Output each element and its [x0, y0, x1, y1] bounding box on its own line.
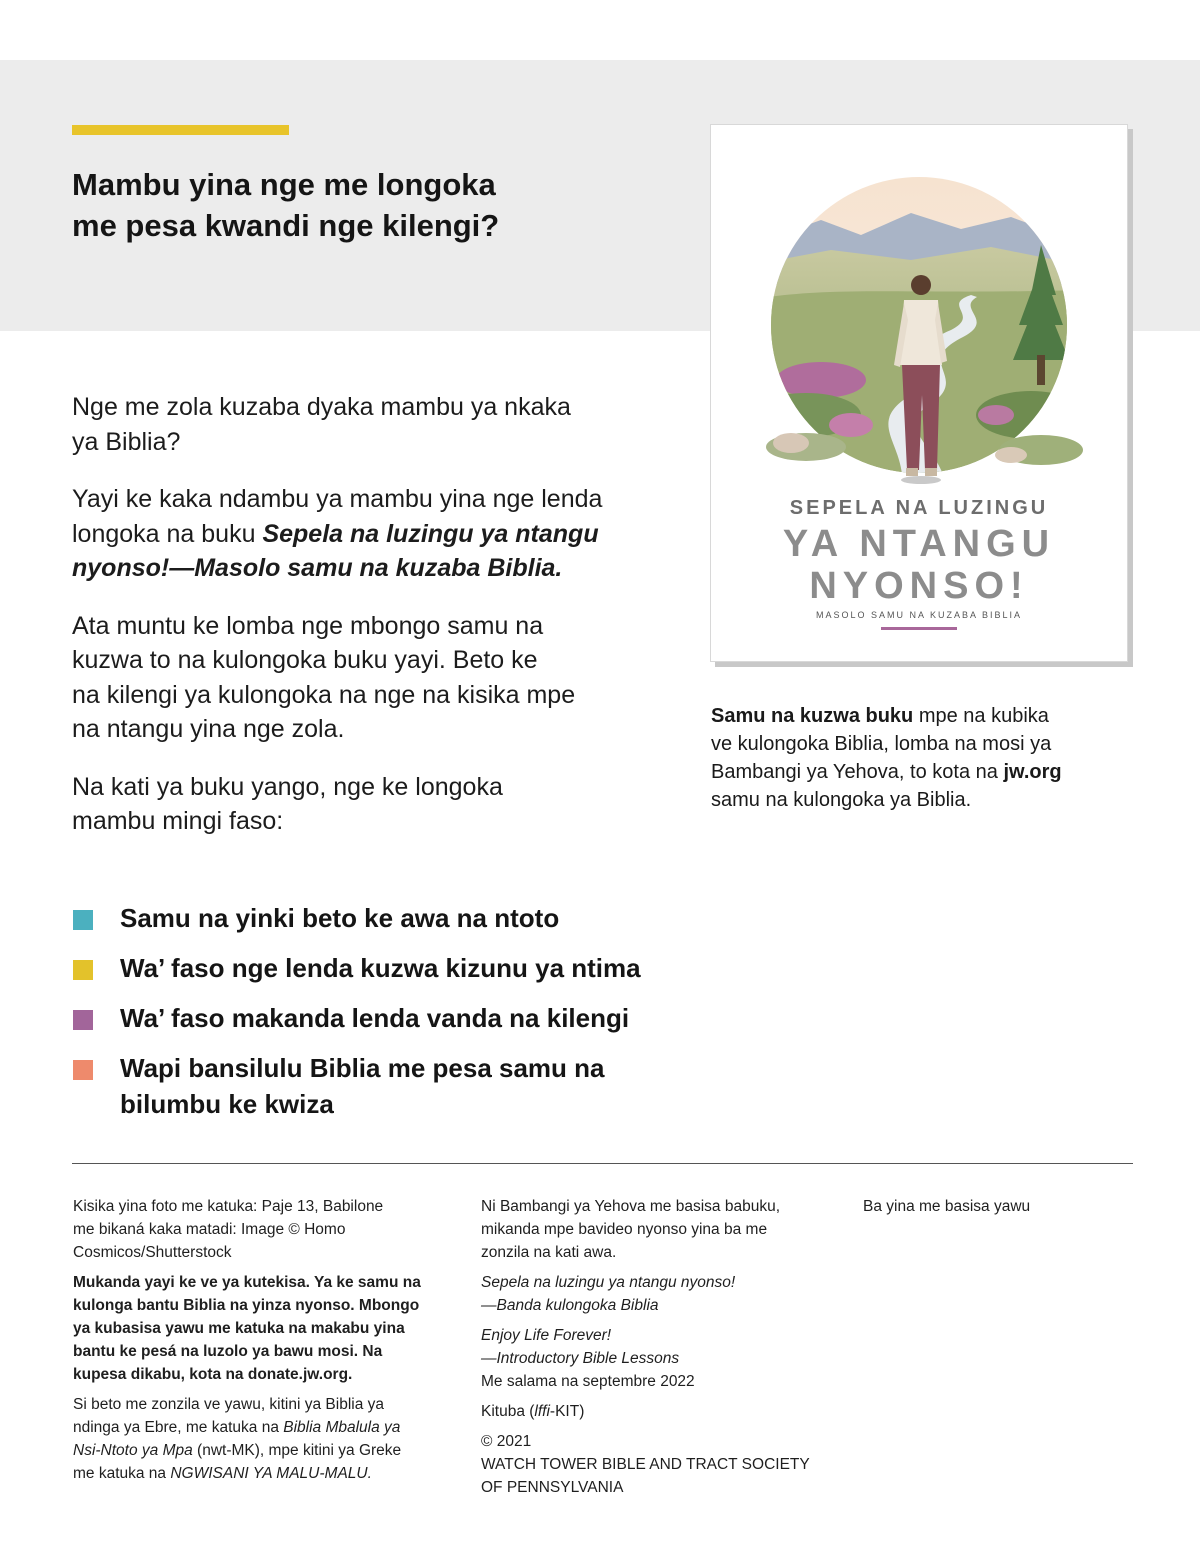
square-bullet-icon: [73, 1060, 93, 1080]
intro-paragraph-1: [72, 390, 672, 459]
intro-paragraph-2: [72, 482, 672, 586]
language-code: [481, 1400, 841, 1423]
copyright-line: © 2021: [481, 1433, 532, 1450]
footer-column-3: [863, 1195, 1143, 1225]
square-bullet-icon: [73, 910, 93, 930]
cover-subtitle: MASOLO SAMU NA KUZABA BIBLIA: [815, 610, 1023, 620]
bible-source-note: [73, 1393, 453, 1485]
publishers-label: Ba yina me basisa yawu: [863, 1198, 1031, 1215]
divider: [72, 1163, 1133, 1164]
cover-title-line-1: SEPELA NA LUZINGU: [789, 497, 1049, 519]
list-item: [72, 950, 692, 986]
book-cover: [710, 124, 1128, 662]
copyright-line: OF PENNSYLVANIA: [481, 1479, 624, 1496]
footer-column-2: [481, 1195, 841, 1506]
intro-text: [72, 390, 672, 862]
website-link[interactable]: jw.org: [1003, 761, 1062, 783]
accent-bar: [72, 125, 289, 135]
book-title: Sepela na luzingu ya ntangu: [262, 519, 599, 548]
publisher-line: mikanda mpe bavideo nyonso yina ba me: [481, 1221, 768, 1238]
publisher-line: zonzila na kati awa.: [481, 1244, 617, 1261]
intro-p3-line: na kilengi ya kulongoka na nge na kisika mpe: [72, 680, 576, 709]
side-note-line: [711, 702, 1131, 730]
lang-code: lffi: [534, 1403, 550, 1420]
source-line: [73, 1416, 453, 1439]
copyright: [481, 1430, 841, 1499]
side-note-text: mpe na kubika: [913, 705, 1049, 727]
title-english: [481, 1324, 841, 1393]
cover-title-line-2: YA NTANGU: [782, 523, 1056, 565]
notice-line: kulonga bantu Biblia na yinza nyonso. Mbongo: [73, 1297, 420, 1314]
side-note: [711, 702, 1131, 814]
title-line: Enjoy Life Forever!: [481, 1327, 612, 1344]
list-item-text: Samu na yinki beto ke awa na ntoto: [120, 903, 560, 933]
intro-p2-line: [72, 551, 672, 586]
notice-line: bantu ke pesá na luzolo ya bawu mosi. Na: [73, 1343, 383, 1360]
publisher-line: Ni Bambangi ya Yehova me basisa babuku,: [481, 1198, 781, 1215]
page-title-line-1: Mambu yina nge me longoka: [72, 167, 496, 202]
lang-text: -KIT): [549, 1403, 585, 1420]
side-note-text: Bambangi ya Yehova, to kota na: [711, 761, 1004, 783]
publisher-note: [481, 1195, 841, 1264]
photo-credit: [73, 1195, 453, 1264]
source-title: NGWISANI YA MALU-MALU.: [170, 1465, 372, 1482]
side-note-line: ve kulongoka Biblia, lomba na mosi ya: [711, 733, 1052, 755]
side-note-line: [711, 758, 1131, 786]
list-item-text: Wa’ faso nge lenda kuzwa kizunu ya ntima: [120, 953, 641, 983]
credit-line: me bikaná kaka matadi: Image © Homo: [73, 1221, 346, 1238]
list-item-text: Wa’ faso makanda lenda vanda na kilengi: [120, 1003, 630, 1033]
intro-p2-line: Yayi ke kaka ndambu ya mambu yina nge lenda: [72, 485, 603, 513]
lang-text: Kituba (: [481, 1403, 535, 1420]
source-text: ndinga ya Ebre, me katuka na: [73, 1419, 284, 1436]
source-title: Biblia Mbalula ya: [283, 1419, 401, 1436]
intro-p3-line: Ata muntu ke lomba nge mbongo samu na: [72, 611, 544, 640]
intro-p3-line: na ntangu yina nge zola.: [72, 715, 345, 743]
side-note-line: samu na kulongoka ya Biblia.: [711, 789, 972, 811]
list-item-text: Wapi bansilulu Biblia me pesa samu na: [120, 1053, 605, 1083]
cover-title-line-3: NYONSO!: [809, 565, 1029, 607]
intro-p2-line: [72, 517, 672, 552]
book-title: nyonso!—Masolo samu na kuzaba Biblia.: [72, 554, 563, 582]
list-item: [72, 1000, 692, 1036]
credit-line: Kisika yina foto me katuka: Paje 13, Babilone: [73, 1198, 384, 1215]
intro-paragraph-3: [72, 609, 672, 747]
notice-line: Mukanda yayi ke ve ya kutekisa. Ya ke samu na: [73, 1274, 421, 1291]
title-kituba: [481, 1271, 841, 1317]
page-title-line-2: me pesa kwandi nge kilengi?: [72, 208, 500, 243]
square-bullet-icon: [73, 960, 93, 980]
print-date: Me salama na septembre 2022: [481, 1373, 695, 1390]
title-line: —Introductory Bible Lessons: [481, 1350, 680, 1367]
list-item: [72, 1050, 692, 1122]
source-line: [73, 1462, 453, 1485]
source-text: me katuka na: [73, 1465, 171, 1482]
notice-line: kupesa dikabu, kota na donate.jw.org.: [73, 1366, 353, 1383]
footer-column-1: [73, 1195, 453, 1492]
intro-p1-line: ya Biblia?: [72, 427, 181, 456]
topic-list: [72, 900, 692, 1136]
title-line: —Banda kulongoka Biblia: [481, 1297, 659, 1314]
square-bullet-icon: [73, 1010, 93, 1030]
intro-p4-line: Na kati ya buku yango, nge ke longoka: [72, 772, 503, 801]
side-note-bold: Samu na kuzwa buku: [711, 705, 914, 727]
source-text: (nwt-MK), mpe kitini ya Greke: [192, 1442, 402, 1459]
intro-paragraph-4: [72, 770, 672, 839]
donation-notice: [73, 1271, 453, 1386]
list-item: [72, 900, 692, 936]
title-line: Sepela na luzingu ya ntangu nyonso!: [481, 1274, 736, 1291]
intro-p2-text: longoka na buku: [72, 519, 263, 548]
cover-underline: [881, 627, 957, 630]
source-line: [73, 1439, 453, 1462]
source-line: Si beto me zonzila ve yawu, kitini ya Biblia ya: [73, 1396, 385, 1413]
list-item-text: bilumbu ke kwiza: [120, 1089, 334, 1119]
intro-p1-line: Nge me zola kuzaba dyaka mambu ya nkaka: [72, 393, 571, 421]
intro-p3-line: kuzwa to na kulongoka buku yayi. Beto ke: [72, 646, 538, 674]
notice-line: ya kubasisa yawu me katuka na makabu yina: [73, 1320, 405, 1337]
credit-line: Cosmicos/Shutterstock: [73, 1244, 232, 1261]
intro-p4-line: mambu mingi faso:: [72, 807, 284, 835]
source-title: Nsi-Ntoto ya Mpa: [73, 1442, 193, 1459]
page-title: [72, 164, 672, 246]
copyright-line: WATCH TOWER BIBLE AND TRACT SOCIETY: [481, 1456, 810, 1473]
